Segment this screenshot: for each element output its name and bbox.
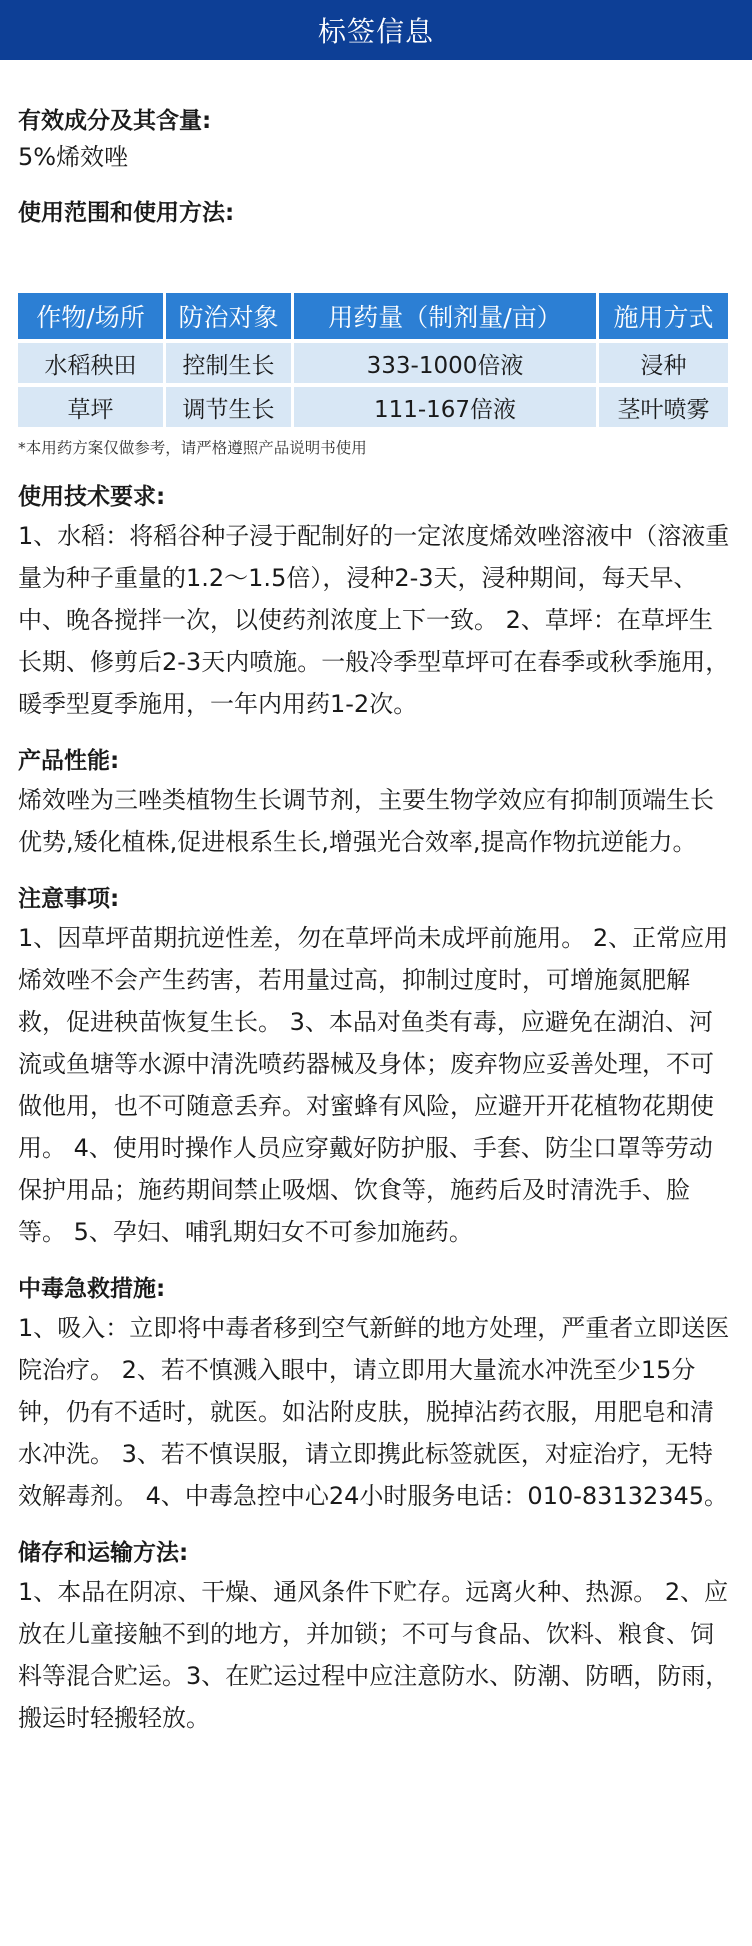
table-note: *本用药方案仅做参考，请严格遵照产品说明书使用	[18, 439, 367, 457]
storage-section	[18, 1537, 734, 1739]
table-cell-dosage: 333-1000倍液	[294, 343, 596, 383]
technical-requirements-section	[18, 481, 734, 725]
table-header-row	[18, 293, 728, 339]
table-header-method: 施用方式	[599, 293, 728, 339]
performance-text: 烯效唑为三唑类植物生长调节剂，主要生物学效应有抑制顶端生长优势,矮化植株,促进根系生长,增强光合效率,提高作物抗逆能力。	[18, 786, 714, 856]
table-header-crop: 作物/场所	[18, 293, 163, 339]
performance-section	[18, 745, 734, 863]
table-cell-method: 浸种	[599, 343, 728, 383]
technical-requirements-text: 1、水稻：将稻谷种子浸于配制好的一定浓度烯效唑溶液中（溶液重量为种子重量的1.2～1.5倍），浸种2-3天，浸种期间，每天早、中、晚各搅拌一次，以使药剂浓度上下一致。 2、草坪：在草坪生长期、修剪后2-3天内喷施。一般冷季型草坪可在春季或秋季施用，暖季型夏季施用，一年内用药1-2次。	[18, 522, 730, 718]
table-cell-crop: 草坪	[18, 387, 163, 427]
table-row	[18, 343, 728, 383]
table-cell-dosage: 111-167倍液	[294, 387, 596, 427]
technical-requirements-heading: 使用技术要求:	[18, 484, 166, 510]
first-aid-section	[18, 1273, 734, 1517]
table-row	[18, 387, 728, 427]
performance-heading: 产品性能:	[18, 748, 120, 774]
table-cell-target: 控制生长	[166, 343, 291, 383]
table-cell-target: 调节生长	[166, 387, 291, 427]
page-title: 标签信息	[317, 15, 434, 48]
active-ingredient-heading: 有效成分及其含量:	[18, 108, 212, 134]
storage-text: 1、本品在阴凉、干燥、通风条件下贮存。远离火种、热源。 2、应放在儿童接触不到的地方，并加锁；不可与食品、饮料、粮食、饲料等混合贮运。3、在贮运过程中应注意防水、防潮、防晒，防雨，搬运时轻搬轻放。	[18, 1578, 730, 1732]
caution-heading: 注意事项:	[18, 886, 120, 912]
caution-text: 1、因草坪苗期抗逆性差，勿在草坪尚未成坪前施用。 2、正常应用烯效唑不会产生药害，若用量过高，抑制过度时，可增施氮肥解救，促进秧苗恢复生长。 3、本品对鱼类有毒，应避免在湖泊、河流或鱼塘等水源中清洗喷药器械及身体；废弃物应妥善处理，不可做他用，也不可随意丢弃。对蜜蜂有风险，应避开开花植物花期使用。 4、使用时操作人员应穿戴好防护服、手套、防尘口罩等劳动保护用品；施药期间禁止吸烟、饮食等，施药后及时清洗手、脸等。 5、孕妇、哺乳期妇女不可参加施药。	[18, 924, 729, 1246]
active-ingredient-section	[18, 105, 734, 175]
table-header-dosage: 用药量（制剂量/亩）	[294, 293, 596, 339]
usage-section	[18, 197, 734, 229]
label-content	[0, 105, 752, 1739]
table-cell-method: 茎叶喷雾	[599, 387, 728, 427]
page-header	[0, 0, 752, 60]
first-aid-heading: 中毒急救措施:	[18, 1276, 166, 1302]
usage-table	[15, 289, 731, 431]
table-header-target: 防治对象	[166, 293, 291, 339]
caution-section	[18, 883, 734, 1253]
storage-heading: 储存和运输方法:	[18, 1540, 189, 1566]
active-ingredient-text: 5%烯效唑	[18, 143, 129, 171]
first-aid-text: 1、吸入：立即将中毒者移到空气新鲜的地方处理，严重者立即送医院治疗。 2、若不慎溅入眼中，请立即用大量流水冲洗至少15分钟，仍有不适时，就医。如沾附皮肤，脱掉沾药衣服，用肥皂和清水冲洗。 3、若不慎误服，请立即携此标签就医，对症治疗，无特效解毒剂。 4、中毒急控中心24小时服务电话：010-83132345。	[18, 1314, 730, 1510]
usage-heading: 使用范围和使用方法:	[18, 200, 235, 226]
table-cell-crop: 水稻秧田	[18, 343, 163, 383]
